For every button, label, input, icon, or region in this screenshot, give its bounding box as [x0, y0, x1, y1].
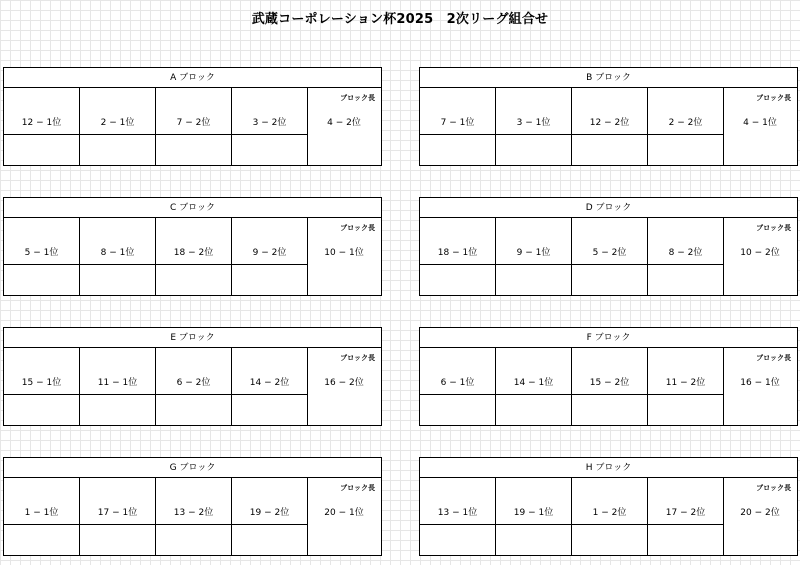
team-label: 5 − 1位	[24, 248, 59, 258]
leader-team-cell	[723, 478, 797, 555]
team-cell	[420, 88, 496, 135]
score-cell	[648, 265, 724, 295]
team-cell	[496, 218, 572, 265]
leader-team-cell	[307, 478, 381, 555]
team-cell	[496, 478, 572, 525]
team-label: 17 − 2位	[665, 508, 706, 518]
team-label: 11 − 2位	[665, 378, 706, 388]
score-cell	[232, 525, 308, 555]
team-cell	[572, 218, 648, 265]
team-label: 20 − 2位	[740, 508, 780, 518]
team-label: 14 − 2位	[249, 378, 290, 388]
block-title: E ブロック	[4, 328, 381, 348]
team-cell	[80, 88, 156, 135]
team-label: 9 − 2位	[252, 248, 287, 258]
team-label: 19 − 1位	[513, 508, 554, 518]
team-label: 10 − 2位	[740, 248, 780, 258]
block-title: H ブロック	[420, 458, 797, 478]
score-cell	[572, 525, 648, 555]
team-cell	[80, 218, 156, 265]
team-label: 10 − 1位	[324, 248, 364, 258]
team-label: 14 − 1位	[513, 378, 554, 388]
block-title: G ブロック	[4, 458, 381, 478]
team-cell	[156, 88, 232, 135]
team-cell	[572, 478, 648, 525]
team-label: 13 − 1位	[437, 508, 478, 518]
score-cell	[4, 265, 80, 295]
leader-label: ブロック長	[756, 354, 791, 362]
team-label: 8 − 2位	[668, 248, 703, 258]
team-label: 6 − 1位	[440, 378, 475, 388]
team-label: 16 − 2位	[324, 378, 364, 388]
score-cell	[80, 395, 156, 425]
block-title: C ブロック	[4, 198, 381, 218]
team-label: 4 − 1位	[743, 118, 777, 128]
block-title: D ブロック	[420, 198, 797, 218]
score-cell	[572, 395, 648, 425]
score-cell	[496, 395, 572, 425]
score-cell	[80, 265, 156, 295]
score-cell	[496, 135, 572, 165]
score-cell	[4, 395, 80, 425]
leader-team-cell	[723, 218, 797, 295]
team-label: 19 − 2位	[249, 508, 290, 518]
team-label: 17 − 1位	[97, 508, 138, 518]
leader-team-cell	[307, 348, 381, 425]
team-cell	[232, 478, 308, 525]
score-cell	[572, 135, 648, 165]
leader-label: ブロック長	[340, 354, 375, 362]
team-label: 9 − 1位	[516, 248, 551, 258]
block-d	[419, 197, 798, 296]
team-label: 2 − 1位	[100, 118, 135, 128]
team-label: 13 − 2位	[173, 508, 214, 518]
team-cell	[496, 348, 572, 395]
team-label: 7 − 1位	[440, 118, 475, 128]
leader-team-cell	[723, 88, 797, 165]
score-cell	[232, 395, 308, 425]
team-label: 15 − 2位	[589, 378, 630, 388]
score-cell	[420, 265, 496, 295]
team-cell	[4, 218, 80, 265]
team-cell	[232, 348, 308, 395]
block-title: F ブロック	[420, 328, 797, 348]
team-cell	[4, 478, 80, 525]
team-cell	[156, 478, 232, 525]
score-cell	[80, 135, 156, 165]
team-cell	[572, 88, 648, 135]
score-cell	[420, 135, 496, 165]
team-cell	[80, 478, 156, 525]
team-label: 20 − 1位	[324, 508, 364, 518]
team-cell	[4, 88, 80, 135]
score-cell	[420, 525, 496, 555]
leader-team-cell	[307, 88, 381, 165]
team-cell	[232, 88, 308, 135]
score-cell	[4, 135, 80, 165]
score-cell	[4, 525, 80, 555]
score-cell	[156, 395, 232, 425]
leader-team-cell	[307, 218, 381, 295]
team-label: 3 − 2位	[252, 118, 287, 128]
block-a	[3, 67, 382, 166]
score-cell	[232, 265, 308, 295]
team-label: 6 − 2位	[176, 378, 211, 388]
team-cell	[648, 478, 724, 525]
leader-team-cell	[723, 348, 797, 425]
team-label: 1 − 1位	[24, 508, 59, 518]
leader-label: ブロック長	[756, 484, 791, 492]
team-cell	[420, 218, 496, 265]
team-label: 3 − 1位	[516, 118, 551, 128]
score-cell	[572, 265, 648, 295]
team-label: 15 − 1位	[21, 378, 62, 388]
score-cell	[648, 135, 724, 165]
score-cell	[496, 265, 572, 295]
team-label: 4 − 2位	[327, 118, 361, 128]
team-cell	[4, 348, 80, 395]
team-label: 12 − 2位	[589, 118, 630, 128]
leader-label: ブロック長	[340, 484, 375, 492]
block-title: B ブロック	[420, 68, 797, 88]
team-label: 12 − 1位	[21, 118, 62, 128]
team-label: 18 − 1位	[437, 248, 478, 258]
block-e	[3, 327, 382, 426]
score-cell	[648, 525, 724, 555]
leader-label: ブロック長	[756, 224, 791, 232]
score-cell	[80, 525, 156, 555]
team-cell	[156, 348, 232, 395]
team-label: 16 − 1位	[740, 378, 780, 388]
score-cell	[156, 135, 232, 165]
score-cell	[156, 525, 232, 555]
page-title: 武蔵コーポレーション杯2025 2次リーグ組合せ	[251, 12, 549, 27]
team-label: 7 − 2位	[176, 118, 211, 128]
block-g	[3, 457, 382, 556]
score-cell	[496, 525, 572, 555]
team-label: 1 − 2位	[592, 508, 627, 518]
team-cell	[420, 348, 496, 395]
block-h	[419, 457, 798, 556]
team-label: 11 − 1位	[97, 378, 138, 388]
team-label: 8 − 1位	[100, 248, 135, 258]
score-cell	[420, 395, 496, 425]
team-cell	[648, 218, 724, 265]
block-f	[419, 327, 798, 426]
team-cell	[420, 478, 496, 525]
leader-label: ブロック長	[756, 94, 791, 102]
team-cell	[496, 88, 572, 135]
score-cell	[648, 395, 724, 425]
block-title: A ブロック	[4, 68, 381, 88]
team-cell	[156, 218, 232, 265]
team-label: 18 − 2位	[173, 248, 214, 258]
block-b	[419, 67, 798, 166]
team-label: 5 − 2位	[592, 248, 627, 258]
team-cell	[232, 218, 308, 265]
leader-label: ブロック長	[340, 94, 375, 102]
team-cell	[572, 348, 648, 395]
team-cell	[648, 88, 724, 135]
score-cell	[232, 135, 308, 165]
team-label: 2 − 2位	[668, 118, 703, 128]
leader-label: ブロック長	[340, 224, 375, 232]
team-cell	[80, 348, 156, 395]
score-cell	[156, 265, 232, 295]
team-cell	[648, 348, 724, 395]
block-c	[3, 197, 382, 296]
